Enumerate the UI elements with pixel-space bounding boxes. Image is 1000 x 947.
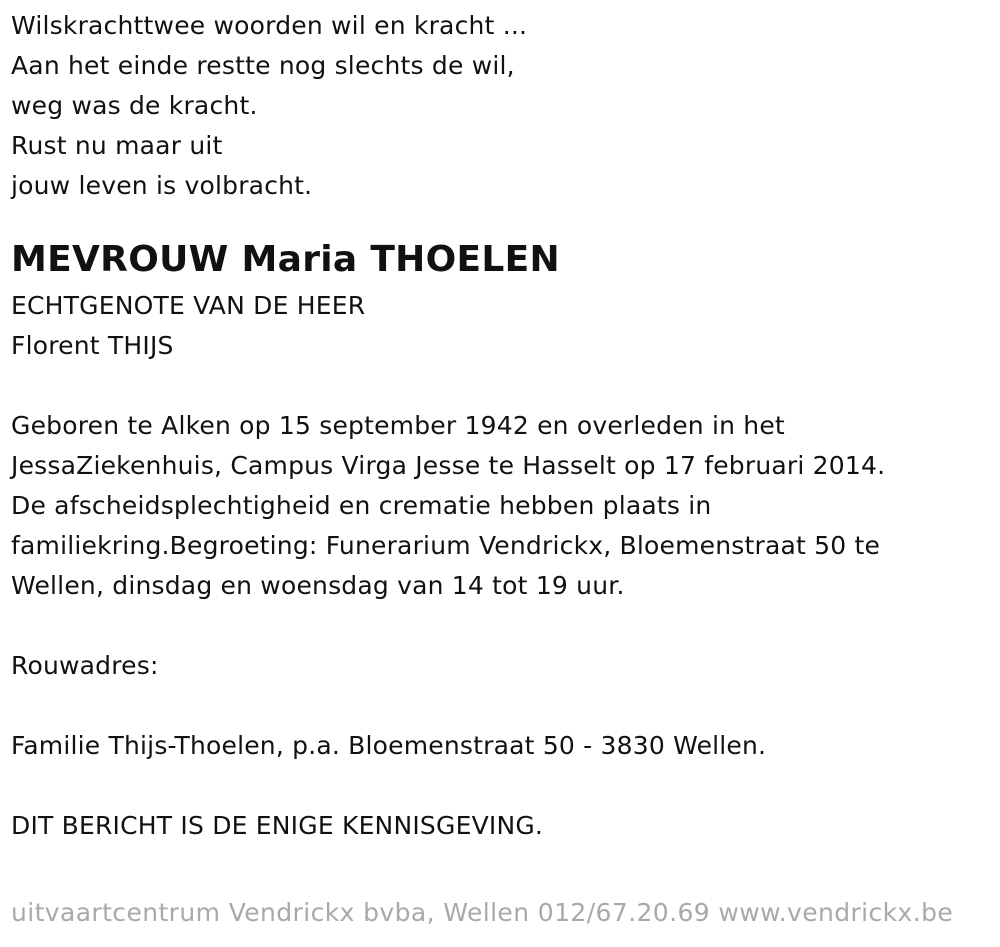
details-line: Geboren te Alken op 15 september 1942 en overleden in het	[11, 411, 785, 440]
details-line: De afscheidsplechtigheid en crematie hebben plaats in	[11, 491, 712, 520]
spouse-label: ECHTGENOTE VAN DE HEER	[11, 291, 366, 320]
death-notice	[11, 6, 991, 846]
poem-line: Wilskrachttwee woorden wil en kracht ...	[11, 11, 528, 40]
poem-line: Aan het einde restte nog slechts de wil,	[11, 51, 515, 80]
spacer	[11, 206, 991, 234]
details-line: familiekring.Begroeting: Funerarium Vendrickx, Bloemenstraat 50 te	[11, 531, 881, 560]
spacer	[11, 606, 991, 646]
poem	[11, 6, 991, 206]
details-line: JessaZiekenhuis, Campus Virga Jesse te Hasselt op 17 februari 2014.	[11, 451, 886, 480]
funeral-home-footer: uitvaartcentrum Vendrickx bvba, Wellen 012/67.20.69 www.vendrickx.be	[11, 898, 954, 927]
poem-line: Rust nu maar uit	[11, 131, 223, 160]
spacer	[11, 766, 991, 806]
poem-line: weg was de kracht.	[11, 91, 258, 120]
spacer	[11, 366, 991, 406]
address-value: Familie Thijs-Thoelen, p.a. Bloemenstraat 50 - 3830 Wellen.	[11, 731, 767, 760]
details-line: Wellen, dinsdag en woensdag van 14 tot 19 uur.	[11, 571, 625, 600]
poem-line: jouw leven is volbracht.	[11, 171, 313, 200]
address-label: Rouwadres:	[11, 651, 159, 680]
spacer	[11, 686, 991, 726]
closing-statement: DIT BERICHT IS DE ENIGE KENNISGEVING.	[11, 811, 544, 840]
deceased-name: MEVROUW Maria THOELEN	[11, 239, 560, 280]
details-paragraph	[11, 406, 991, 606]
spouse-name: Florent THIJS	[11, 331, 174, 360]
